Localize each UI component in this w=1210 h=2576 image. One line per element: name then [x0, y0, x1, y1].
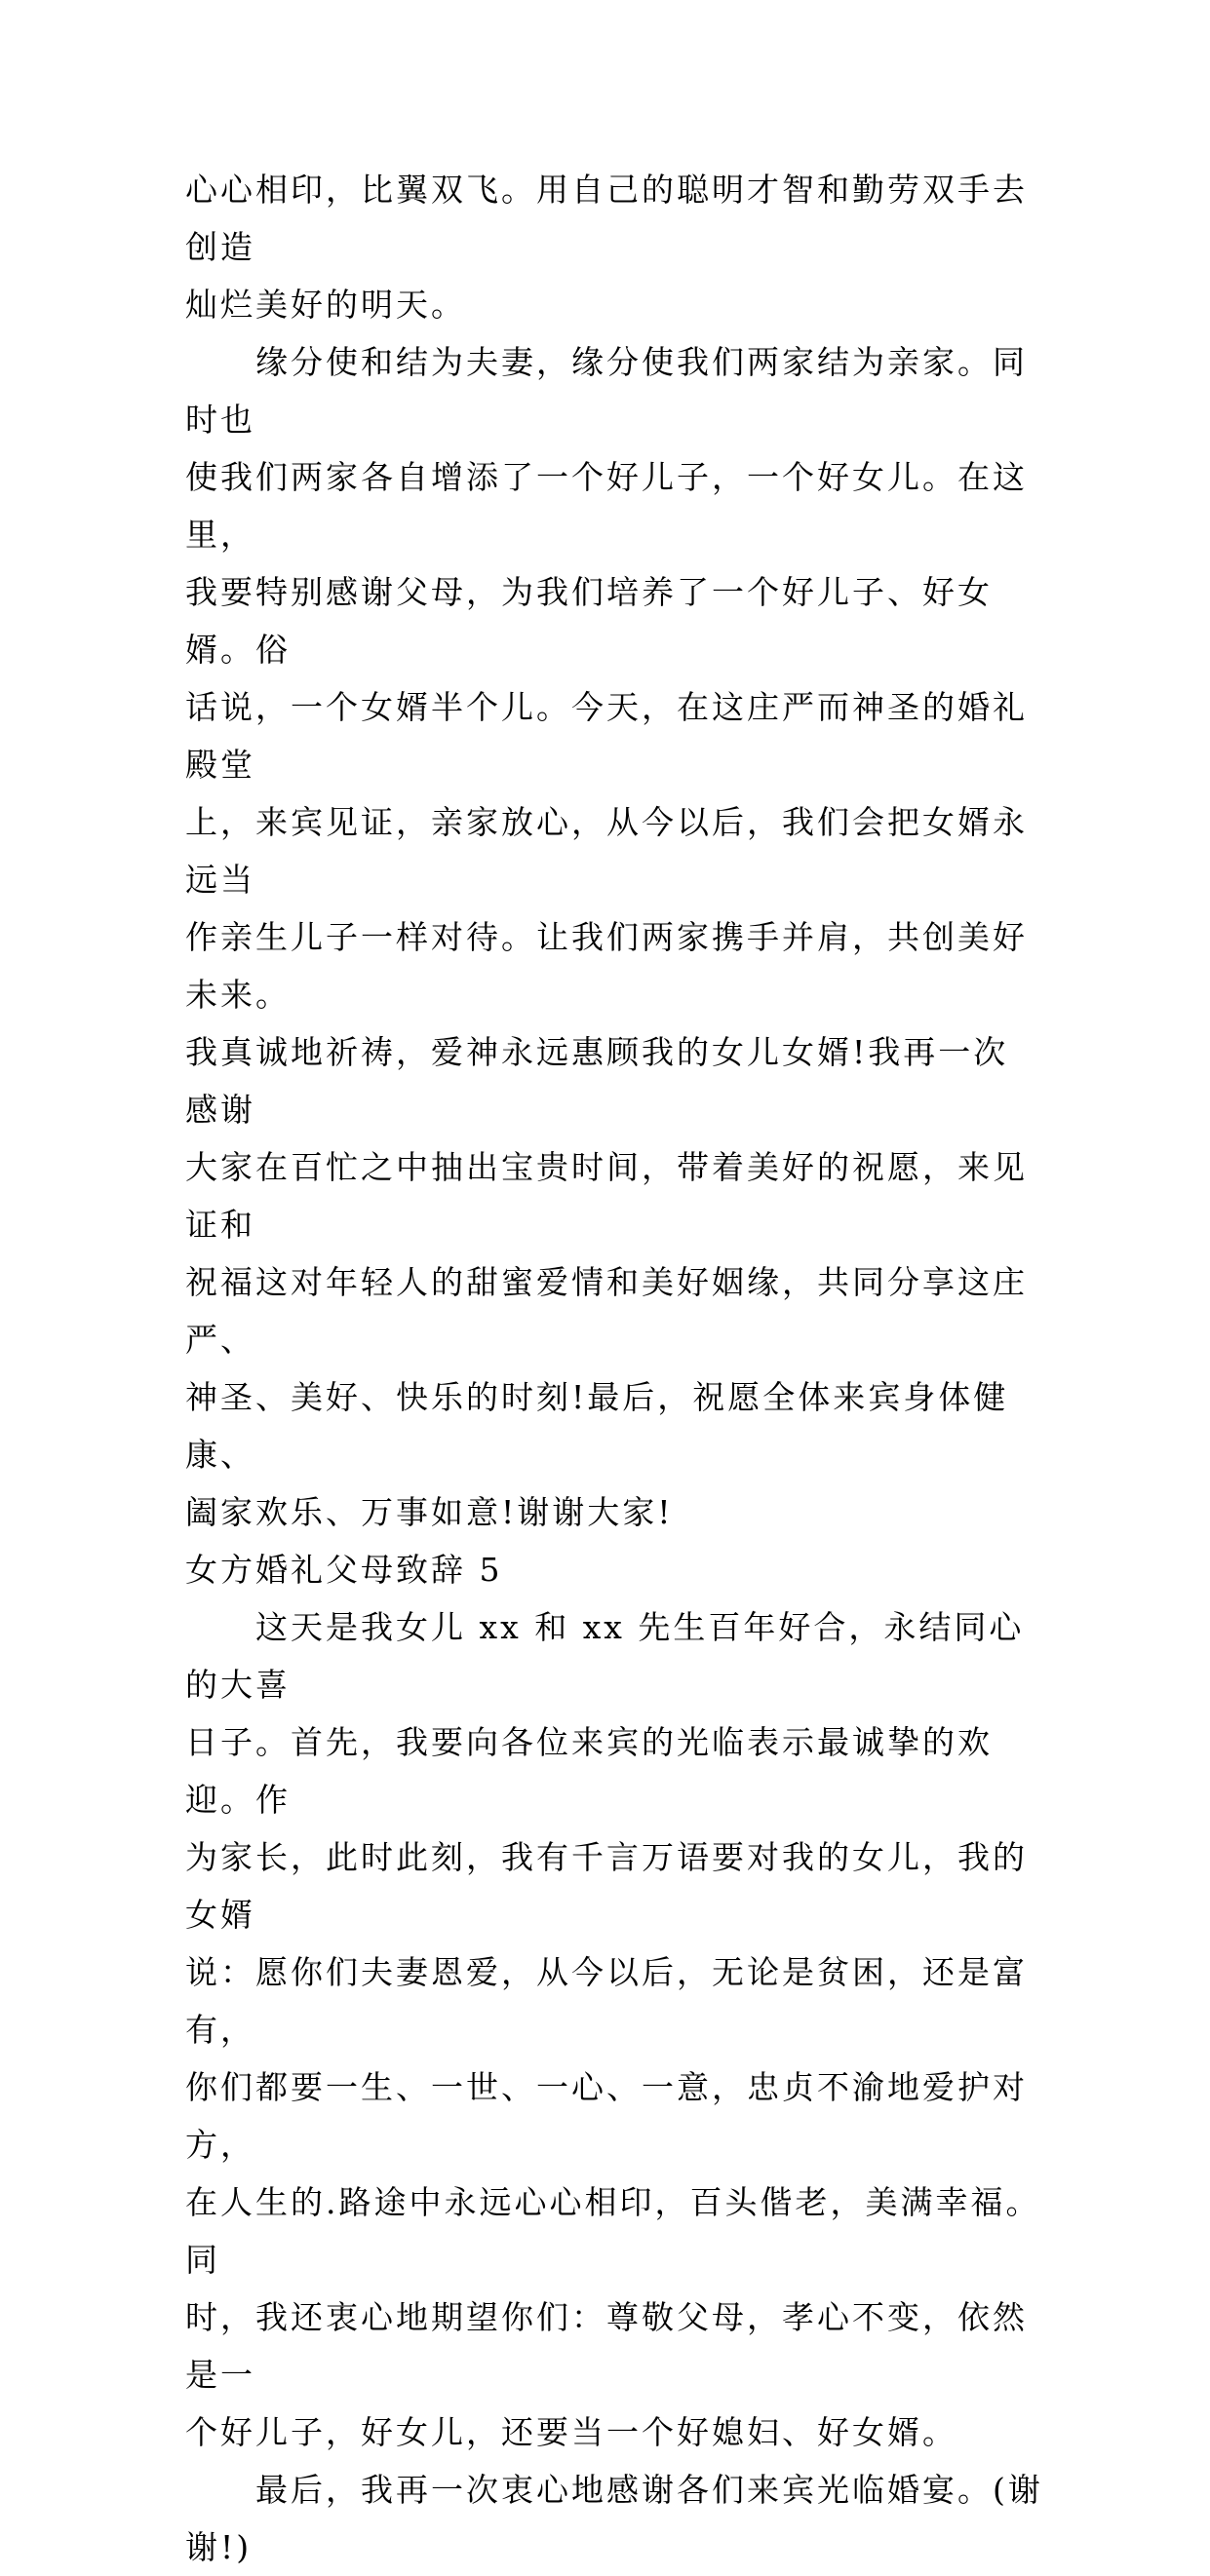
paragraph: 心心相印，比翼双飞。用自己的聪明才智和勤劳双手去创造 灿烂美好的明天。	[185, 171, 1028, 324]
paragraph: 缘分使和结为夫妻，缘分使我们两家结为亲家。同时也 使我们两家各自增添了一个好儿子，一个好女儿。在这里， 我要特别感谢父母，为我们培养了一个好儿子、好女婿。俗 话说，一个女婿半个儿。今天，在这庄严而神圣的婚礼殿堂 上，来宾见证，亲家放心，从今以后，我们会把女婿永远当 作亲生儿子一样对待。让我们两家携手并肩，共创美好未来。 我真诚地祈祷，爱神永远惠顾我的女儿女婿!我再一次感谢 大家在百忙之中抽出宝贵时间，带着美好的祝愿，来见证和 祝福这对年轻人的甜蜜爱情和美好姻缘，共同分享这庄严、 神圣、美好、快乐的时刻!最后，祝愿全体来宾身体健康、 阖家欢乐、万事如意!谢谢大家!	[185, 343, 1028, 1531]
section-heading: 女方婚礼父母致辞 5	[185, 1551, 503, 1589]
paragraph: 最后，我再一次衷心地感谢各们来宾光临婚宴。(谢 谢!)	[185, 2471, 1043, 2566]
paragraph: 这天是我女儿 xx 和 xx 先生百年好合，永结同心的大喜 日子。首先，我要向各位来宾的光临表示最诚挚的欢迎。作 为家长，此时此刻，我有千言万语要对我的女儿，我的女婿 说：愿你们夫妻恩爱，从今以后，无论是贫困，还是富有， 你们都要一生、一世、一心、一意，忠贞不渝地爱护对方， 在人生的.路途中永远心心相印，百头偕老，美满幸福。同 时，我还衷心地期望你们：尊敬父母，孝心不变，依然是一 个好儿子，好女儿，还要当一个好媳妇、好女婿。	[185, 1608, 1041, 2451]
document-body	[185, 161, 1043, 2576]
